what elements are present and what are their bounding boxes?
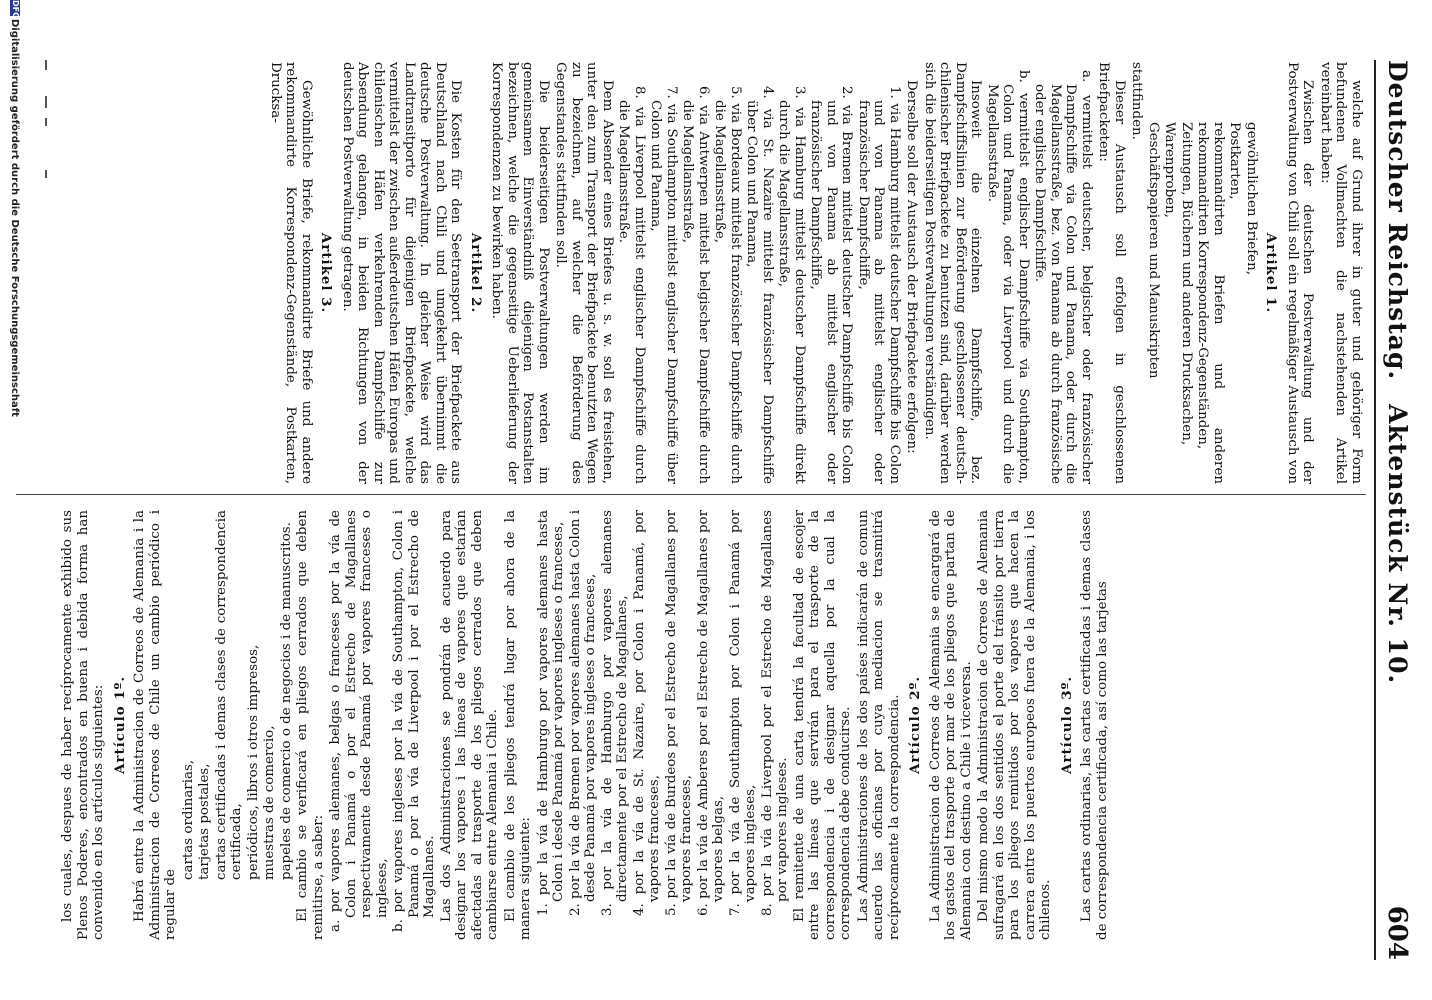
list-item: Geschäftspapieren und Manuskripten [1146,122,1161,379]
list-item: 1. via Hamburg mittelst deutscher Dampfschiffe bis Colon und von Panama ab mittelst englischer oder französischer Dampfschiffe, [856,86,902,484]
list-item: cartas ordinarias, [180,759,196,880]
paragraph: Habrá entre la Administracion de Correos de Alemania i la Administracion de Correos de Chile un cambio periódico i regular de [132,510,178,940]
list-item: b. vermittelst englischer Dampfschiffe via Southampton, Colon und Panama, oder via Liverpool und durch die Magellansstraße. [985,70,1031,484]
list-item: 8. por la vía de Liverpool por el Estrecho de Magallanes por vapores ingleses. [759,510,790,916]
list-item: 7. por la vía de Southampton por Colon i Panamá por vapores ingleses, [727,510,758,916]
footer-text: Digitalisierung gefördert durch die Deutsche Forschungsgemeinschaft [9,19,20,417]
paragraph: Dem Absender eines Briefes u. s. w. soll es freistehen, unter den zum Transport der Briefpackete benutzten Wegen zu bezeichnen, auf welcher die Beförderung des Gegenstandes stattfinden soll. [553,62,615,484]
edge-mark [45,170,47,178]
list-item: a. vermittelst deutscher, belgischer oder französischer Dampfschiffe via Colon und Panama, oder durch die Magellansstraße, bez. von Panama ab durch französische oder englische Dampfschiffe. [1032,70,1094,484]
paragraph: Las cartas ordinarias, las cartas certificadas i demas clases de correspondencia certificada, así como las tarjetas [1079,510,1110,940]
edge-mark [45,118,47,126]
article-heading: Artículo 2º. [907,676,923,774]
list-item: Postkarten, [1227,122,1243,200]
list-item: rekommandirten Briefen und anderen rekommandirten Korrespondenz-Gegenständen, [1195,122,1226,484]
running-title [1383,60,1412,684]
paragraph: Insoweit die einzelnen Dampfschiffe, bez. Dampfschiffslinien zur Beförderung geschlossener deutsch-chilenischer Briefpackete zu benutzen sind, darüber werden sich die beiderseitigen Postverwaltungen verständigen. [922,62,984,484]
paragraph: los cuales, despues de haber recíprocamente exhibido sus Plenos Poderes, encontrados en buena i debida forma han convenido en los artículos siguientes: [60,510,106,940]
paragraph: La Administracion de Correos de Alemania se encargará de los gastos del trasporte por mar de los pliegos que partan de Alemania con destino a Chile i viceversa. [927,510,974,940]
list-item: tarjetas postales, [197,763,212,880]
column-divider [16,494,1366,495]
list-item: Warenproben, [1162,122,1178,218]
paragraph: Die beiderseitigen Postverwaltungen werden im gemeinsamen Einverständniß diejenigen Postanstalten bezeichnen, welche die gegenseitige Ueberlieferung der Korrespondenzen zu bewirken haben. [489,62,551,484]
running-title-right: Aktenstück Nr. 10. [1383,404,1412,685]
list-item: 6. por la vía de Amberes por el Estrecho de Magallanes por vapores belgas, [695,510,726,916]
list-item: 3. via Hamburg mittelst deutscher Dampfschiffe direkt durch die Magellansstraße, [776,86,807,484]
article-heading: Artikel 3. [318,232,335,314]
paragraph: Las Administraciones de los dos países indicarán de comun acuerdo las oficinas por cuya mediacion se trasmitirá recíprocamente la correspondencia. [855,510,902,940]
paragraph: Las dos Administraciones se pondrán de acuerdo para designar los vapores i las líneas de vapores que estarían afectadas al trasporte de los pliegos cerrados que deben cambiarse entre Alemania i Chile. [438,510,500,940]
list-item: 4. por la vía de St. Nazaire, por Colon i Panamá, por vapores franceses, [631,510,662,916]
scan-edge-marks [31,0,47,1000]
list-item: 4. via St. Nazaire mittelst französischer Dampfschiffe über Colon und Panama, [744,86,775,484]
paragraph: welche auf Grund ihrer in guter und gehöriger Form befundenen Vollmachten die nachstehenden Artikel vereinbart haben: [1318,62,1364,484]
paragraph: El remitente de una carta tendrá la facultad de escojer entre las líneas que servirán para el trasporte de la correspondencia i de designar aquella por la cual la correspondencia debe conducirse. [791,510,853,940]
article-heading: Artikel 2. [468,232,484,314]
article-heading: Artículo 1º. [111,676,128,774]
list-item: Zeitungen, Büchern und anderen Drucksachen, [1179,122,1194,446]
list-item: 1. por la vía de Hamburgo por vapores alemanes hasta Colon i desde Panamá por vapores ingleses o franceses, [535,510,566,916]
list-item: 5. via Bordeaux mittelst französischer Dampfschiffe durch die Magellansstraße, [712,86,743,484]
list-item: 3. por la vía de Hamburgo por vapores alemanes directamente por el Estrecho de Magallanes, [599,510,630,916]
page-header [1374,60,1416,960]
paragraph: El cambio de los pliegos tendrá lugar por ahora de la manera siguiente: [502,510,533,940]
list-item: 8. via Liverpool mittelst englischer Dampfschiffe durch die Magellansstraße. [616,86,647,484]
list-item: periódicos, libros i otros impresos, [245,644,261,880]
list-item: a. por vapores alemanes, belgas o franceses por la vía de Colon i Panamá o por el Estrecho de Magallanes respectivamente desde Panamá por vapores franceses o ingleses, [328,510,390,932]
spanish-column [60,510,1364,940]
list-item: cartas certificadas i demas clases de correspondencia certificada, [213,510,244,880]
page-number: 604 [1382,905,1412,960]
list-item: b. por vapores ingleses por la vía de Southampton, Colon i Panamá o por la vía de Liverpool i por el Estrecho de Magallanes. [391,510,437,932]
article-heading: Artikel 1. [1263,232,1280,314]
paragraph: stattfinden. [1129,62,1145,140]
paragraph: Derselbe soll der Austausch der Briefpackete erfolgen: [904,80,920,454]
digitization-footer [2,0,20,1000]
list-item: 6. via Antwerpen mittelst belgischer Dampfschiffe durch die Magellansstraße, [680,86,711,484]
paragraph: Zwischen der deutschen Postverwaltung und der Postverwaltung von Chili soll ein regelmäßiger Austausch von [1285,62,1316,484]
list-item: gewöhnlichen Briefen, [1244,122,1259,275]
paragraph: Dieser Austausch soll erfolgen in geschlossenen Briefpacketen: [1096,62,1127,484]
paragraph: Die Kosten für den Seetransport der Briefpackete aus Deutschland nach Chili und umgekehrt übernimmt die deutsche Postverwaltung. In gleicher Weise wird das Landtransitporto für diejenigen Briefpackete, welche vermittelst der zwischen außerdeutschen Häfen Europas und chilenischen Häfen verkehrenden Dampfschiffe zur Absendung gelangen, in beiden Richtungen von der deutschen Postverwaltung getragen. [340,62,464,484]
paragraph: Del mismo modo la Administracion de Correos de Alemania sufragará en los dos sentidos el porte del tránsito por tierra para los pliegos remitidos por los vapores que hacen la carrera entre los puertos europeos fuera de la Alemania, i los chilenos. [976,510,1053,940]
article-heading: Artículo 3º. [1058,676,1075,774]
german-column [60,62,1364,484]
edge-mark [45,60,47,70]
dfg-logo-icon: DFG [11,0,20,19]
list-item: 2. via Bremen mittelst deutscher Dampfschiffe bis Colon und von Panama ab mittelst englischer oder französischer Dampfschiffe, [808,86,855,484]
paragraph: El cambio se verificará en pliegos cerrados que deben remitirse, a saber: [295,510,326,940]
edge-mark [45,96,47,108]
list-item: 5. por la vía de Burdeos por el Estrecho de Magallanes por vapores franceses, [663,510,694,916]
list-item: 7. via Southampton mittelst englischer Dampfschiffe über Colon und Panama, [648,86,679,484]
list-item: muestras de comercio, [262,725,277,880]
list-item: 2. por la vía de Bremen por vapores alemanes hasta Colon i desde Panamá por vapores ingleses o franceses, [567,510,598,916]
running-title-left: Deutscher Reichstag. [1383,60,1412,381]
list-item: papeles de comercio o de negocios i de manuscritos. [278,522,294,880]
paragraph: Gewöhnliche Briefe, rekommandirte Briefe und andere rekommandirte Korrespondenz-Gegenstände, Postkarten, Drucksa- [268,62,314,484]
